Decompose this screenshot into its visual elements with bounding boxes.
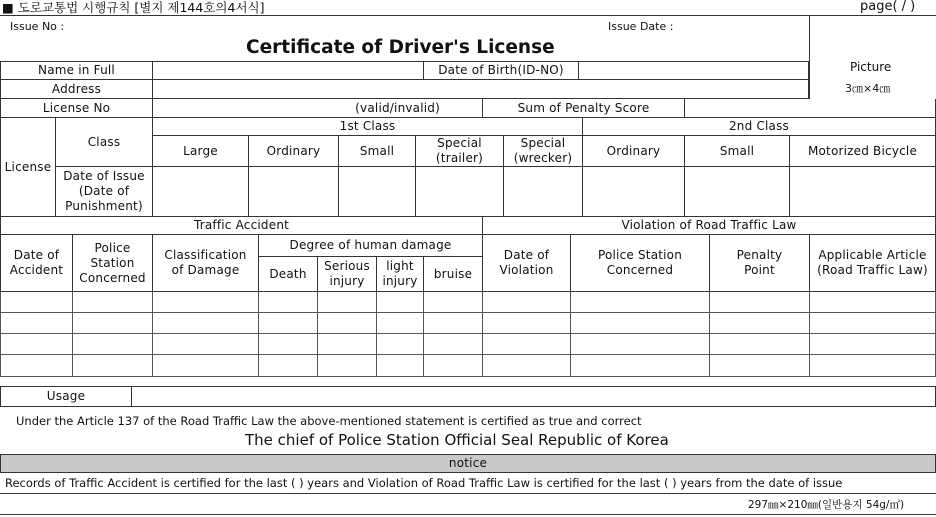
- paper-size: 297㎜×210㎜(일반용지 54g/㎡): [748, 499, 905, 511]
- record-cell[interactable]: [483, 313, 571, 334]
- class-label: Class: [56, 118, 153, 167]
- record-cell[interactable]: [710, 292, 810, 313]
- record-cell[interactable]: [483, 355, 571, 377]
- record-cell[interactable]: [0, 355, 73, 377]
- class-special-trailer: Special (trailer): [416, 136, 504, 167]
- page-number: page( / ): [860, 0, 916, 14]
- record-cell[interactable]: [483, 334, 571, 355]
- record-cell[interactable]: [318, 334, 377, 355]
- violation-header: Violation of Road Traffic Law: [483, 217, 936, 235]
- grid-line: [0, 493, 936, 494]
- dob-field[interactable]: [579, 61, 809, 80]
- record-cell[interactable]: [73, 313, 153, 334]
- record-cell[interactable]: [0, 334, 73, 355]
- record-cell[interactable]: [153, 292, 259, 313]
- violation-date-header: Date of Violation: [483, 235, 571, 292]
- record-cell[interactable]: [424, 292, 483, 313]
- address-field[interactable]: [153, 80, 809, 99]
- accident-date-header: Date of Accident: [0, 235, 73, 292]
- class-motorized-bicycle: Motorized Bicycle: [790, 136, 936, 167]
- record-cell[interactable]: [153, 313, 259, 334]
- usage-field[interactable]: [132, 386, 936, 407]
- death-header: Death: [259, 257, 318, 292]
- record-cell[interactable]: [259, 313, 318, 334]
- serious-injury-header: Serious injury: [318, 257, 377, 292]
- issue-date-large[interactable]: [153, 167, 249, 217]
- record-cell[interactable]: [318, 355, 377, 377]
- class-ordinary: Ordinary: [249, 136, 339, 167]
- applicable-article-header: Applicable Article (Road Traffic Law): [810, 235, 936, 292]
- record-cell[interactable]: [73, 292, 153, 313]
- record-cell[interactable]: [810, 292, 936, 313]
- record-cell[interactable]: [710, 334, 810, 355]
- license-side-label: License: [0, 118, 56, 217]
- class-special-wrecker: Special (wrecker): [504, 136, 583, 167]
- class-small: Small: [339, 136, 416, 167]
- issue-date-bicycle[interactable]: [790, 167, 936, 217]
- issue-date-label: Issue Date :: [608, 20, 674, 33]
- record-cell[interactable]: [483, 292, 571, 313]
- name-field[interactable]: [153, 61, 424, 80]
- date-of-issue-label: Date of Issue (Date of Punishment): [56, 167, 153, 217]
- record-cell[interactable]: [710, 355, 810, 377]
- issue-date-2nd-small[interactable]: [685, 167, 790, 217]
- record-cell[interactable]: [571, 313, 710, 334]
- picture-label: Picture: [850, 60, 892, 74]
- record-cell[interactable]: [153, 355, 259, 377]
- valid-invalid-label: (valid/invalid): [355, 100, 440, 115]
- bruise-header: bruise: [424, 257, 483, 292]
- notice-bar: notice: [0, 454, 936, 473]
- light-injury-header: light injury: [377, 257, 424, 292]
- record-cell[interactable]: [0, 292, 73, 313]
- record-cell[interactable]: [259, 292, 318, 313]
- usage-label: Usage: [0, 386, 132, 407]
- record-cell[interactable]: [810, 334, 936, 355]
- license-no-field[interactable]: [153, 99, 483, 118]
- document-title: Certificate of Driver's License: [246, 37, 555, 58]
- record-cell[interactable]: [153, 334, 259, 355]
- record-cell[interactable]: [0, 313, 73, 334]
- accident-station-header: Police Station Concerned: [73, 235, 153, 292]
- issue-date-small[interactable]: [339, 167, 416, 217]
- class-2nd-ordinary: Ordinary: [583, 136, 685, 167]
- license-no-label: License No: [0, 99, 153, 118]
- record-cell[interactable]: [571, 292, 710, 313]
- record-cell[interactable]: [810, 313, 936, 334]
- issue-date-ordinary[interactable]: [249, 167, 339, 217]
- human-damage-header: Degree of human damage: [259, 235, 483, 257]
- traffic-accident-header: Traffic Accident: [0, 217, 483, 235]
- record-cell[interactable]: [73, 355, 153, 377]
- second-class-header: 2nd Class: [583, 118, 936, 136]
- penalty-sum-field[interactable]: [685, 99, 936, 118]
- record-cell[interactable]: [424, 334, 483, 355]
- class-large: Large: [153, 136, 249, 167]
- form-reference: ■ 도로교통법 시행규칙 [별지 제144호의4서식]: [2, 0, 265, 15]
- class-2nd-small: Small: [685, 136, 790, 167]
- dob-label: Date of Birth(ID-NO): [424, 61, 579, 80]
- record-cell[interactable]: [377, 292, 424, 313]
- picture-divider: [809, 15, 810, 99]
- record-cell[interactable]: [710, 313, 810, 334]
- first-class-header: 1st Class: [153, 118, 583, 136]
- record-cell[interactable]: [424, 355, 483, 377]
- damage-classification-header: Classification of Damage: [153, 235, 259, 292]
- record-cell[interactable]: [424, 313, 483, 334]
- record-cell[interactable]: [571, 355, 710, 377]
- record-cell[interactable]: [377, 313, 424, 334]
- top-rule: [0, 15, 936, 16]
- issue-date-2nd-ordinary[interactable]: [583, 167, 685, 217]
- record-cell[interactable]: [571, 334, 710, 355]
- record-cell[interactable]: [259, 334, 318, 355]
- record-cell[interactable]: [810, 355, 936, 377]
- violation-station-header: Police Station Concerned: [571, 235, 710, 292]
- records-note: Records of Traffic Accident is certified for the last ( ) years and Violation of Road Traffic Law is certified for the last ( ) years from the date of issue: [5, 476, 843, 490]
- record-cell[interactable]: [377, 355, 424, 377]
- record-cell[interactable]: [318, 292, 377, 313]
- record-cell[interactable]: [318, 313, 377, 334]
- issue-no-label: Issue No :: [10, 20, 65, 33]
- bottom-rule: [0, 514, 936, 515]
- issue-date-trailer[interactable]: [416, 167, 504, 217]
- address-label: Address: [0, 80, 153, 99]
- record-cell[interactable]: [259, 355, 318, 377]
- name-label: Name in Full: [0, 61, 153, 80]
- penalty-point-header: Penalty Point: [710, 235, 810, 292]
- chief-seal-text: The chief of Police Station Official Seal Republic of Korea: [245, 431, 669, 449]
- record-cell[interactable]: [377, 334, 424, 355]
- record-cell[interactable]: [73, 334, 153, 355]
- issue-date-wrecker[interactable]: [504, 167, 583, 217]
- penalty-sum-label: Sum of Penalty Score: [483, 99, 685, 118]
- certification-text: Under the Article 137 of the Road Traffic Law the above-mentioned statement is certified as true and correct: [16, 414, 642, 428]
- picture-size: 3㎝×4㎝: [845, 82, 891, 95]
